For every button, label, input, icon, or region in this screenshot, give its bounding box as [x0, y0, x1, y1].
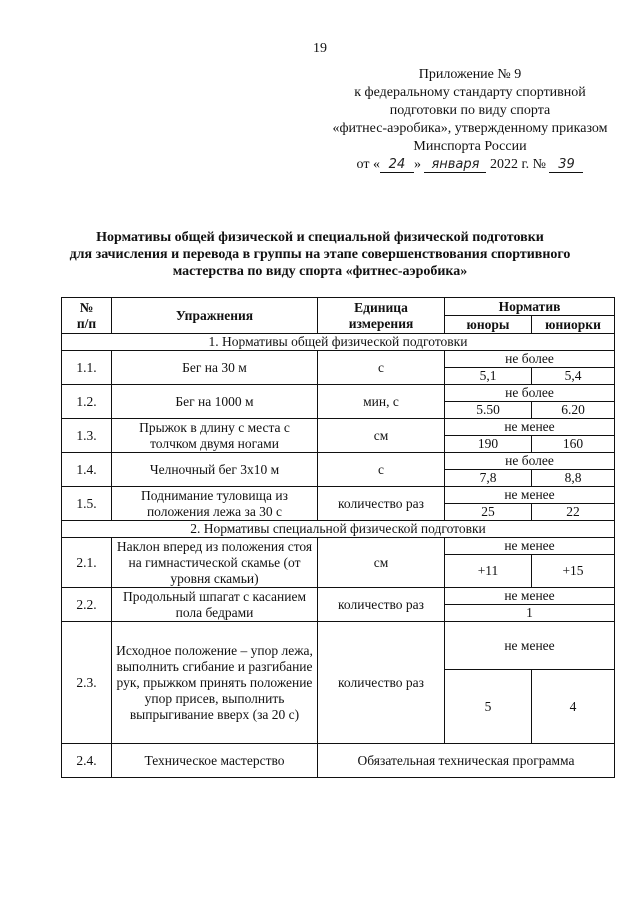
row-exercise: Прыжок в длину с места с толчком двумя ногами: [112, 419, 318, 453]
row-exercise: Техническое мастерство: [112, 744, 318, 778]
title-line: мастерства по виду спорта «фитнес-аэробика»: [172, 264, 468, 279]
table-row: [62, 744, 615, 778]
date-month: января: [424, 158, 486, 173]
row-value-f: 160: [532, 436, 615, 453]
date-mid: »: [413, 157, 421, 172]
row-value-f: 8,8: [532, 470, 615, 487]
row-condition: не более: [445, 351, 615, 368]
norms-table: [61, 297, 615, 778]
header-juniors-m: юноры: [445, 316, 532, 334]
row-condition: не менее: [445, 419, 615, 436]
row-value-f: 4: [532, 670, 615, 744]
row-num: 2.3.: [62, 622, 112, 744]
row-value-f: +15: [532, 555, 615, 588]
row-exercise: Челночный бег 3х10 м: [112, 453, 318, 487]
row-value-m: 25: [445, 504, 532, 521]
date-day: 24: [380, 158, 414, 173]
row-program: Обязательная техническая программа: [318, 744, 615, 778]
row-unit: см: [318, 538, 445, 588]
row-condition: не менее: [445, 588, 615, 605]
row-unit: с: [318, 351, 445, 385]
row-condition: не более: [445, 453, 615, 470]
row-exercise: Поднимание туловища из положения лежа за 30 с: [112, 487, 318, 521]
table-row: [62, 588, 615, 605]
row-exercise: Наклон вперед из положения стоя на гимнастической скамье (от уровня скамьи): [112, 538, 318, 588]
row-unit: см: [318, 419, 445, 453]
header-row: [62, 298, 615, 316]
row-condition: не менее: [445, 487, 615, 504]
row-condition: не более: [445, 385, 615, 402]
row-value-f: 22: [532, 504, 615, 521]
row-value-m: 7,8: [445, 470, 532, 487]
row-num: 1.3.: [62, 419, 112, 453]
row-value-f: 5,4: [532, 368, 615, 385]
table-row: [62, 487, 615, 504]
row-unit: количество раз: [318, 622, 445, 744]
row-value-m: 5: [445, 670, 532, 744]
appendix-block: [300, 66, 640, 174]
row-num: 1.2.: [62, 385, 112, 419]
row-unit: с: [318, 453, 445, 487]
appendix-line: подготовки по виду спорта: [389, 103, 551, 118]
row-num: 1.5.: [62, 487, 112, 521]
date-year: 2022 г. №: [489, 157, 546, 172]
section-title: 1. Нормативы общей физической подготовки: [62, 334, 615, 351]
row-condition: не менее: [445, 622, 615, 670]
row-value-m: 190: [445, 436, 532, 453]
row-value-m: 5,1: [445, 368, 532, 385]
row-value-f: 6.20: [532, 402, 615, 419]
row-condition: не менее: [445, 538, 615, 555]
header-unit: Единица измерения: [318, 298, 445, 334]
header-exercise: Упражнения: [112, 298, 318, 334]
appendix-line: Приложение № 9: [418, 67, 522, 82]
document-title: [40, 229, 600, 280]
row-value-both: 1: [445, 605, 615, 622]
row-exercise: Бег на 30 м: [112, 351, 318, 385]
table-row: [62, 419, 615, 436]
table-row: [62, 351, 615, 368]
header-juniors-f: юниорки: [532, 316, 615, 334]
section-row: [62, 521, 615, 538]
table-row: [62, 385, 615, 402]
appendix-line: «фитнес-аэробика», утвержденному приказом: [332, 121, 608, 136]
order-number: 39: [549, 158, 583, 173]
row-exercise: Исходное положение – упор лежа, выполнить сгибание и разгибание рук, прыжком принять положение упор присев, выполнить выпрыгивание вверх (за 20 с): [112, 622, 318, 744]
page-number: 19: [313, 41, 327, 56]
header-num: № п/п: [62, 298, 112, 334]
row-unit: количество раз: [318, 588, 445, 622]
table-row: [62, 453, 615, 470]
table-row: [62, 538, 615, 555]
appendix-line: к федеральному стандарту спортивной: [354, 85, 586, 100]
row-value-m: +11: [445, 555, 532, 588]
row-value-m: 5.50: [445, 402, 532, 419]
row-unit: мин, с: [318, 385, 445, 419]
table-row: [62, 622, 615, 670]
row-num: 2.4.: [62, 744, 112, 778]
row-num: 2.2.: [62, 588, 112, 622]
row-exercise: Бег на 1000 м: [112, 385, 318, 419]
date-prefix: от «: [356, 157, 380, 172]
section-title: 2. Нормативы специальной физической подготовки: [62, 521, 615, 538]
row-unit: количество раз: [318, 487, 445, 521]
appendix-line: Минспорта России: [413, 139, 527, 154]
section-row: [62, 334, 615, 351]
row-num: 1.4.: [62, 453, 112, 487]
title-line: Нормативы общей физической и специальной физической подготовки: [96, 230, 544, 245]
row-num: 1.1.: [62, 351, 112, 385]
row-num: 2.1.: [62, 538, 112, 588]
order-date-line: [300, 156, 640, 174]
title-line: для зачисления и перевода в группы на этапе совершенствования спортивного: [69, 247, 571, 262]
row-exercise: Продольный шпагат с касанием пола бедрами: [112, 588, 318, 622]
header-norm: Норматив: [445, 298, 615, 316]
